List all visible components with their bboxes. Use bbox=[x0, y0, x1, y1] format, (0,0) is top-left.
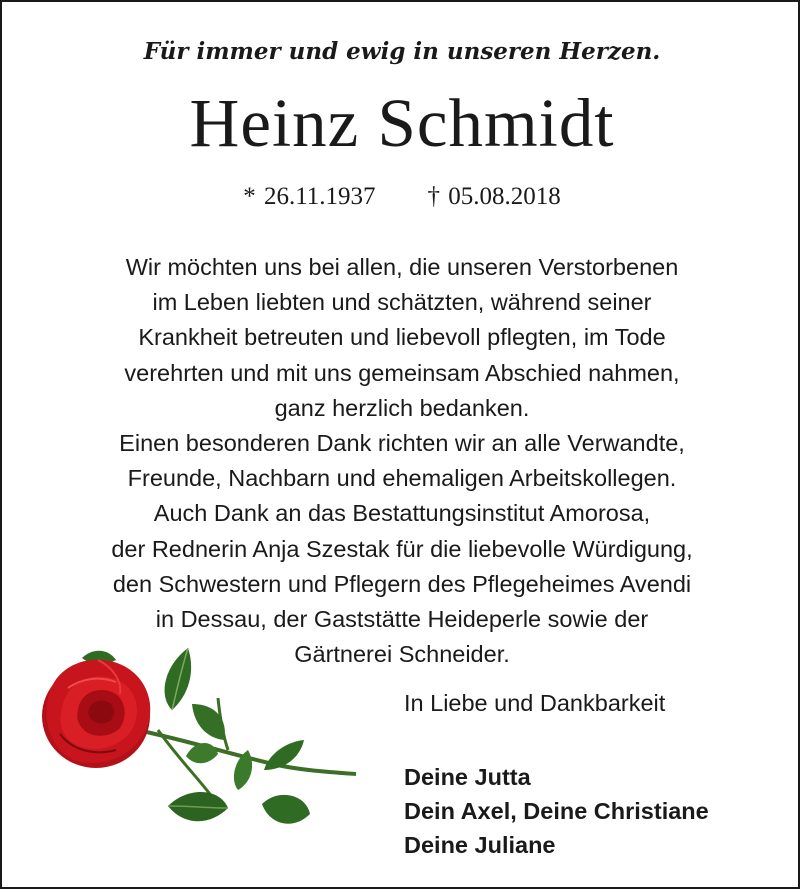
birth-date: * 26.11.1937 bbox=[243, 183, 376, 210]
text-line: Freunde, Nachbarn und ehemaligen Arbeitskollegen. bbox=[127, 465, 677, 492]
text-line: verehrten und mit uns gemeinsam Abschied nahmen, bbox=[124, 359, 680, 386]
closing-phrase: In Liebe und Dankbarkeit bbox=[404, 690, 666, 716]
red-rose-icon bbox=[38, 638, 358, 848]
text-line: ganz herzlich bedanken. bbox=[274, 394, 530, 421]
signer: Deine Jutta bbox=[404, 764, 531, 790]
headline: Für immer und ewig in unseren Herzen. bbox=[143, 38, 661, 65]
text-line: den Schwestern und Pflegern des Pflegeheimes Avendi bbox=[112, 570, 692, 597]
text-line: Gärtnerei Schneider. bbox=[294, 641, 510, 668]
deceased-name: Heinz Schmidt bbox=[189, 85, 615, 161]
thank-you-text bbox=[32, 250, 772, 672]
text-line: Auch Dank an das Bestattungsinstitut Amorosa, bbox=[153, 500, 651, 527]
signer: Dein Axel, Deine Christiane bbox=[404, 798, 709, 824]
text-line: in Dessau, der Gaststätte Heideperle sowie der bbox=[155, 606, 649, 633]
life-dates bbox=[2, 183, 800, 211]
death-date: † 05.08.2018 bbox=[427, 183, 561, 210]
signers bbox=[404, 760, 709, 862]
text-line: Krankheit betreuten und liebevoll pflegten, im Tode bbox=[138, 324, 666, 351]
text-line: der Rednerin Anja Szestak für die liebevolle Würdigung, bbox=[111, 535, 693, 562]
signer: Deine Juliane bbox=[404, 832, 556, 858]
text-line: Wir möchten uns bei allen, die unseren Verstorbenen bbox=[125, 254, 679, 280]
text-line: im Leben liebten und schätzten, während seiner bbox=[152, 289, 652, 316]
text-line: Einen besonderen Dank richten wir an alle Verwandte, bbox=[119, 430, 685, 457]
